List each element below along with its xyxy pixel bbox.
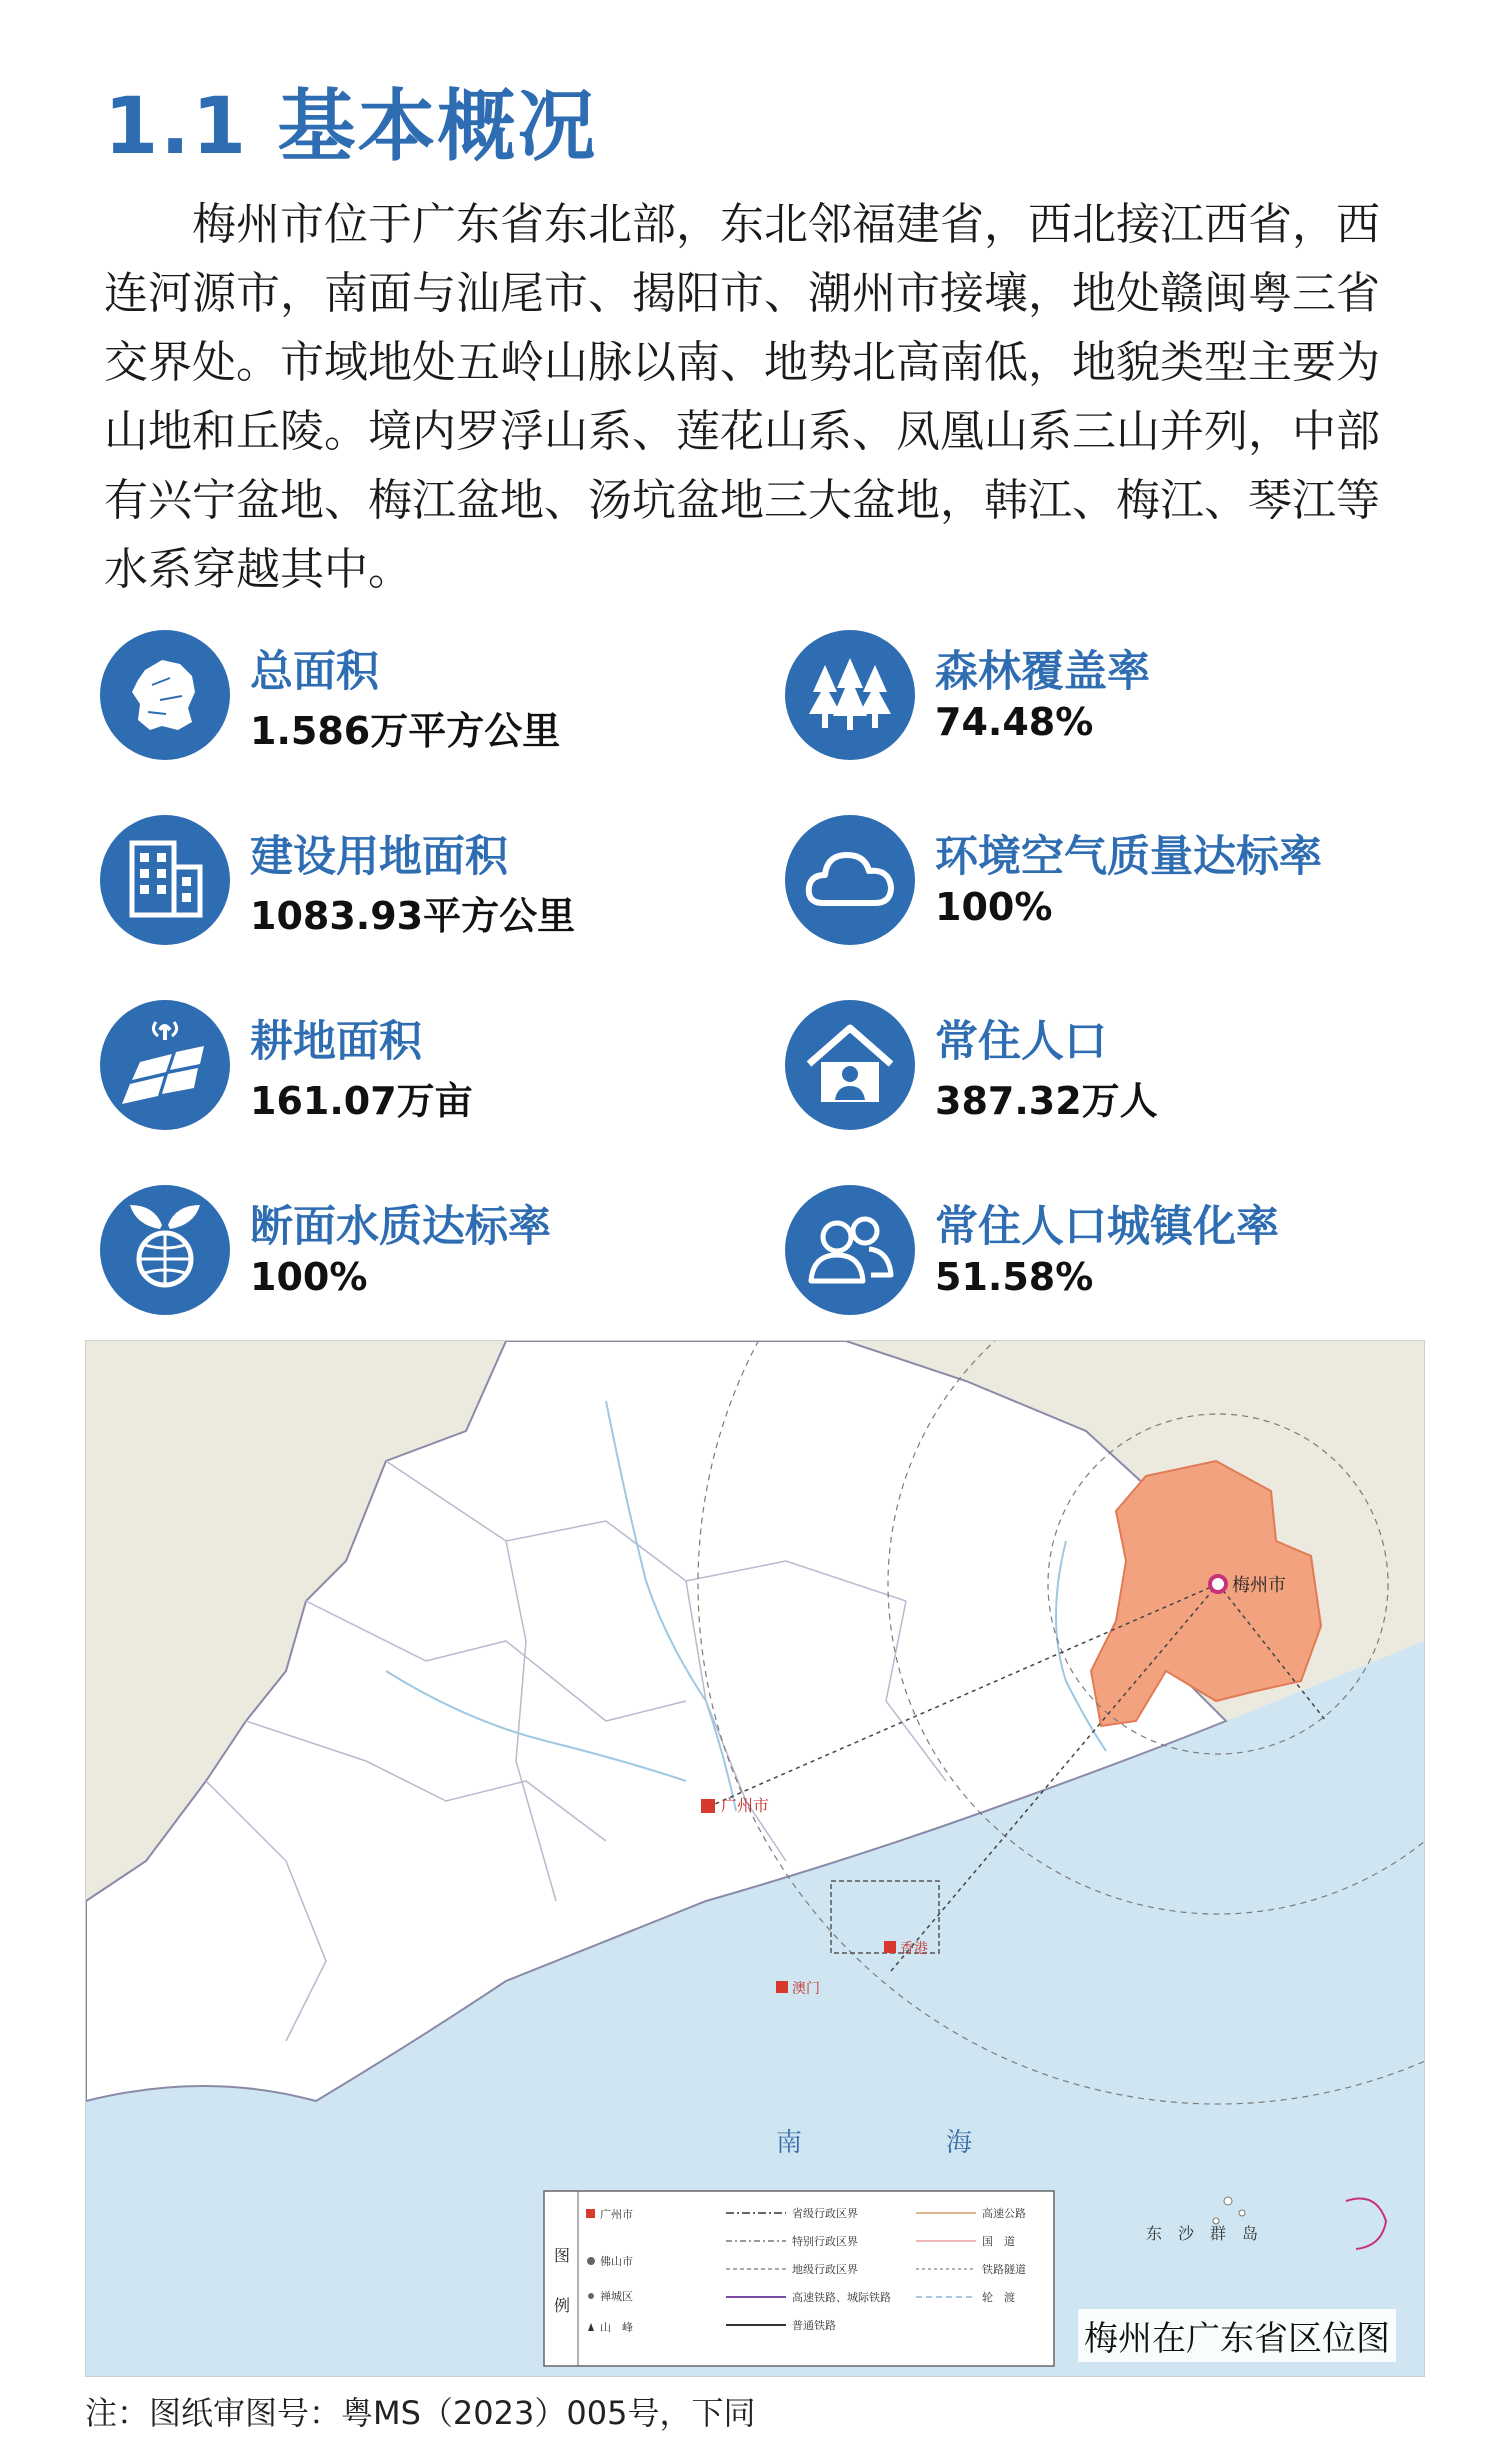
intro-line: 水系穿越其中。 <box>104 544 412 595</box>
legend-item: 轮 渡 <box>982 2292 1015 2304</box>
house-person-icon <box>785 1000 915 1130</box>
hongkong-label: 香港 <box>900 1940 928 1956</box>
trees-icon <box>785 630 915 760</box>
buildings-icon <box>100 815 230 945</box>
legend-item: 广州市 <box>600 2209 633 2221</box>
hongkong-marker <box>884 1941 896 1953</box>
intro-line: 连河源市，南面与汕尾市、揭阳市、潮州市接壤，地处赣闽粤三省 <box>104 268 1380 319</box>
stat-urbanization-rate <box>785 1185 1405 1315</box>
stat-label: 常住人口城镇化率 <box>935 1202 1279 1252</box>
legend-item: 铁路隧道 <box>982 2264 1026 2276</box>
stat-farmland <box>100 1000 720 1130</box>
stat-label: 耕地面积 <box>250 1017 422 1067</box>
stat-label: 环境空气质量达标率 <box>935 832 1322 882</box>
people-icon <box>785 1185 915 1315</box>
macau-marker <box>776 1981 788 1993</box>
farmland-icon <box>100 1000 230 1130</box>
stat-value: 100% <box>250 1255 368 1299</box>
intro-line: 梅州市位于广东省东北部，东北邻福建省，西北接江西省，西 <box>192 199 1380 250</box>
legend-item: 禅城区 <box>600 2291 633 2303</box>
location-map <box>85 1340 1425 2377</box>
stat-forest-coverage <box>785 630 1405 760</box>
intro-line: 交界处。市域地处五岭山脉以南、地势北高南低，地貌类型主要为 <box>104 337 1380 388</box>
stat-water-quality <box>100 1185 720 1315</box>
section-title: 1.1 基本概况 <box>104 82 598 172</box>
stat-value: 161.07万亩 <box>250 1079 473 1123</box>
legend-item: 山 峰 <box>600 2322 633 2334</box>
map-outline-icon <box>100 630 230 760</box>
guangzhou-marker <box>701 1799 715 1813</box>
islands-label: 东 沙 群 岛 <box>1146 2226 1259 2243</box>
stat-value: 51.58% <box>935 1255 1094 1299</box>
intro-paragraph <box>104 190 1404 604</box>
stat-label: 常住人口 <box>935 1017 1107 1067</box>
stat-label: 断面水质达标率 <box>250 1202 551 1252</box>
stat-air-quality <box>785 815 1405 945</box>
stat-value: 74.48% <box>935 700 1094 744</box>
guangzhou-label: 广州市 <box>721 1798 770 1815</box>
legend-item: 高速公路 <box>982 2208 1026 2220</box>
legend-item: 省级行政区界 <box>792 2208 858 2220</box>
meizhou-marker <box>1210 1576 1226 1592</box>
stat-resident-population <box>785 1000 1405 1130</box>
cloud-icon <box>785 815 915 945</box>
stat-value: 100% <box>935 885 1053 929</box>
sea-label-2: 海 <box>946 2127 973 2157</box>
leaf-globe-icon <box>100 1185 230 1315</box>
intro-line: 有兴宁盆地、梅江盆地、汤坑盆地三大盆地，韩江、梅江、琴江等 <box>104 475 1380 526</box>
stat-total-area <box>100 630 720 760</box>
stat-value: 1083.93平方公里 <box>250 894 576 938</box>
meizhou-label: 梅州市 <box>1232 1575 1286 1595</box>
sea-label: 南 <box>776 2127 803 2157</box>
legend-item: 国 道 <box>982 2236 1015 2248</box>
stat-label: 森林覆盖率 <box>935 647 1150 697</box>
legend-item: 佛山市 <box>600 2256 633 2268</box>
intro-line: 山地和丘陵。境内罗浮山系、莲花山系、凤凰山系三山并列，中部 <box>104 406 1380 457</box>
legend-item: 地级行政区界 <box>792 2264 858 2276</box>
legend-item: 特别行政区界 <box>792 2236 858 2248</box>
stat-label: 建设用地面积 <box>250 832 508 882</box>
stat-construction-land <box>100 815 720 945</box>
legend-title-b: 例 <box>554 2298 571 2315</box>
stat-value: 387.32万人 <box>935 1079 1158 1123</box>
stat-label: 总面积 <box>250 647 379 697</box>
footnote: 注：图纸审图号：粤MS（2023）005号，下同 <box>85 2394 756 2432</box>
map-graphic <box>86 1341 1424 2376</box>
stat-value: 1.586万平方公里 <box>250 709 561 753</box>
map-caption: 梅州在广东省区位图 <box>1078 2309 1396 2362</box>
legend-title-a: 图 <box>554 2248 571 2265</box>
macau-label: 澳门 <box>792 1980 820 1996</box>
legend-item: 普通铁路 <box>792 2320 836 2332</box>
legend-item: 高速铁路、城际铁路 <box>792 2292 891 2304</box>
